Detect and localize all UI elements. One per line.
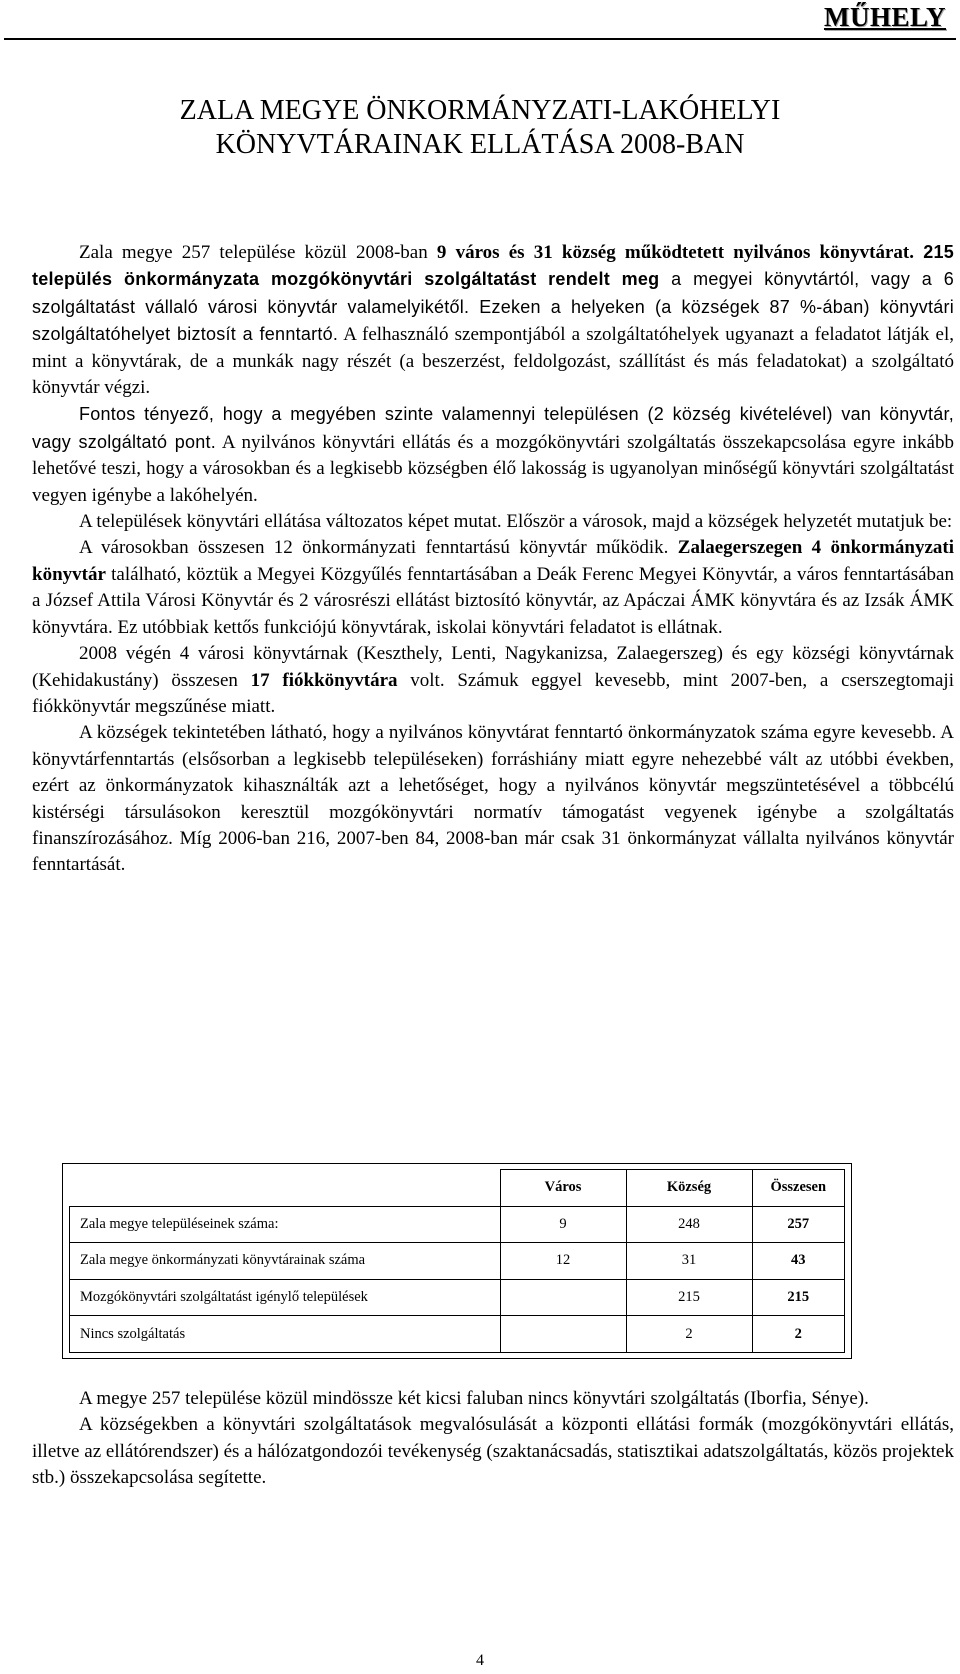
row-label: Zala megye önkormányzati könyvtárainak száma [70, 1243, 501, 1280]
cell-osszesen: 2 [752, 1316, 845, 1353]
p1-bold-b: 9 város és 31 község működtetett nyilvános könyvtárat. [436, 242, 915, 263]
p5-text-a: 2008 végén 4 városi könyvtárnak (Keszthely, Lenti, Nagykanizsa, Zalaegerszeg) és egy községi könyvtárnak (Kehidakustány) összesen [32, 643, 954, 691]
body-text [32, 239, 954, 879]
p1-text-f: A felhasználó szempontjából a szolgáltatóhelyek ugyanazt a feladatot látják el, mint a könyvtárak, de a munkák nagy részét (a beszerzést, feldolgozást, szállítást és más feladatokat) a szolgáltató könyvtár végzi. [32, 324, 954, 399]
paragraph-6: A községek tekintetében látható, hogy a nyilvános könyvtárat fenntartó önkormányzatok száma egyre kevesebb. A könyvtárfenntartás (elsősorban a legkisebb településeken) forráshiány miatt egyre nehezebbé vált az utóbbi években, ezért az önkormányzatok kihasználták azt a lehetőséget, hogy a nyilvános könyvtár megszüntetésével a többcélú kistérségi társulásokon keresztül mozgókönyvtári normatív támogatást vegyenek igénybe a szolgáltatás finanszírozásához. Míg 2006-ban 216, 2007-ben 84, 2008-ban már csak 31 önkormányzat vállalta nyilvános könyvtár fenntartását. [32, 722, 954, 876]
paragraph-8: A községekben a könyvtári szolgáltatások megvalósulását a központi ellátási formák (mozgókönyvtári ellátás, illetve az ellátórendszer) és a hálózatgondozói tevékenység (szaktanácsadás, statisztikai adatszolgáltatás, közös projektek stb.) összekapcsolása segítette. [32, 1414, 954, 1489]
p1-bold-d: 215 település önkormányzata mozgókönyvtári szolgáltatást rendelt meg [32, 242, 954, 290]
table-row [70, 1279, 845, 1316]
table-header-row [70, 1170, 845, 1207]
cell-kozseg: 31 [626, 1243, 752, 1280]
title-line-2: KÖNYVTÁRAINAK ELLÁTÁSA 2008-BAN [215, 129, 745, 160]
statistics-table-frame [62, 1163, 852, 1359]
cell-varos [500, 1279, 626, 1316]
p4-bold-b: Zalaegerszegen 4 önkormányzati könyvtár [32, 537, 954, 585]
paragraph-1 [32, 239, 954, 401]
section-title: MŰHELY [823, 2, 946, 32]
table-corner-cell [70, 1170, 501, 1207]
paragraph-7: A megye 257 települése közül mindössze két kicsi faluban nincs könyvtári szolgáltatás (Iborfia, Sénye). [79, 1388, 869, 1409]
document-title [0, 94, 960, 162]
row-label: Zala megye településeinek száma: [70, 1206, 501, 1243]
body-text-after-table [32, 1386, 954, 1492]
header-varos: Város [500, 1170, 626, 1207]
cell-varos: 12 [500, 1243, 626, 1280]
p1-text-a: Zala megye 257 települése közül 2008-ban [79, 242, 437, 263]
cell-kozseg: 215 [626, 1279, 752, 1316]
paragraph-3: A települések könyvtári ellátása változatos képet mutat. Először a városok, majd a községek helyzetét mutatjuk be: [79, 511, 953, 533]
cell-osszesen: 43 [752, 1243, 845, 1280]
p2-text-b: A nyilvános könyvtári ellátás és a mozgókönyvtári szolgáltatás összekapcsolása egyre inkább lehetővé teszi, hogy a városokban és a legkisebb községben élő lakosság is ugyanolyan minőségű könyvtári szolgáltatást vegyen igénybe a lakóhelyén. [32, 431, 954, 506]
p5-text-c: volt. Számuk eggyel kevesebb, mint 2007-ben, a cserszegtomaji fiókkönyvtár megszűnése miatt. [32, 669, 954, 717]
header-osszesen: Összesen [752, 1170, 845, 1207]
p1-text-e: a megyei könyvtártól, vagy a 6 szolgáltatást vállaló városi könyvtár valamelyikétől. Ezeken a helyeken (a községek 87 %-ában) könyvtári szolgáltatóhelyet biztosít a fenntartó. [32, 269, 954, 345]
paragraph-2 [32, 401, 954, 509]
p2-text-a: Fontos tényező, hogy a megyében szinte valamennyi településen (2 község kivételével) van könyvtár, vagy szolgáltató pont. [32, 404, 954, 452]
table-row [70, 1206, 845, 1243]
cell-osszesen: 215 [752, 1279, 845, 1316]
table-row [70, 1316, 845, 1353]
page-number: 4 [476, 1652, 484, 1669]
table-row [70, 1243, 845, 1280]
cell-varos [500, 1316, 626, 1353]
cell-osszesen: 257 [752, 1206, 845, 1243]
p1-space [914, 242, 923, 263]
cell-varos: 9 [500, 1206, 626, 1243]
header-kozseg: Község [626, 1170, 752, 1207]
cell-kozseg: 2 [626, 1316, 752, 1353]
p5-bold-b: 17 fiókkönyvtára [250, 669, 398, 691]
statistics-table [69, 1169, 845, 1353]
section-header [4, 0, 956, 40]
p4-text-c: található, köztük a Megyei Közgyűlés fenntartásában a Deák Ferenc Megyei Könyvtár, a város fenntartásában a József Attila Városi Könyvtár és 2 városrészi ellátást biztosító könyvtár, az Apáczai ÁMK könyvtára és az Izsák ÁMK könyvtára. Ez utóbbiak kettős funkciójú könyvtárak, iskolai könyvtári feladatot is ellátnak. [32, 563, 954, 638]
title-line-1: ZALA MEGYE ÖNKORMÁNYZATI-LAKÓHELYI [179, 95, 781, 126]
paragraph-4 [32, 535, 954, 641]
paragraph-5 [32, 641, 954, 720]
cell-kozseg: 248 [626, 1206, 752, 1243]
p4-text-a: A városokban összesen 12 önkormányzati fenntartású könyvtár működik. [79, 537, 678, 559]
row-label: Mozgókönyvtári szolgáltatást igénylő települések [70, 1279, 501, 1316]
row-label: Nincs szolgáltatás [70, 1316, 501, 1353]
